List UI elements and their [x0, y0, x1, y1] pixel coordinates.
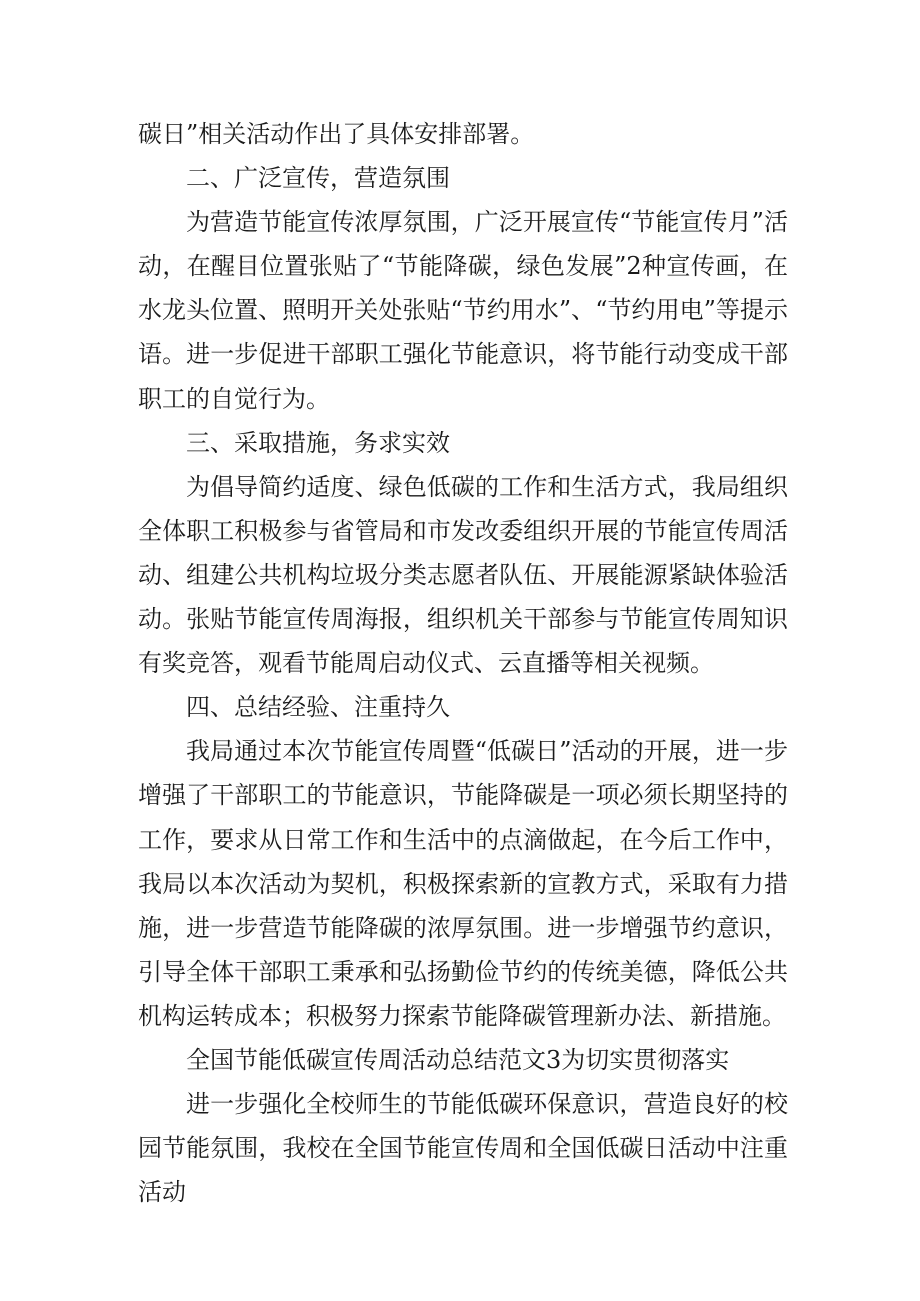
paragraph-summary: 我局通过本次节能宣传周暨“低碳日”活动的开展，进一步增强了干部职工的节能意识，节能降碳是一项必须长期坚持的工作，要求从日常工作和生活中的点滴做起，在今后工作中，我局以本次活动为契机，积极探索新的宣教方式，采取有力措施，进一步营造节能降碳的浓厚氛围。进一步增强节约意识，引导全体干部职工秉承和弘扬勤俭节约的传统美德，降低公共机构运转成本；积极努力探索节能降碳管理新办法、新措施。 [138, 737, 788, 1030]
paragraph-school: 进一步强化全校师生的节能低碳环保意识，营造良好的校园节能氛围，我校在全国节能宣传周和全国低碳日活动中注重活动 [138, 1090, 788, 1207]
paragraph-measures: 为倡导简约适度、绿色低碳的工作和生活方式，我局组织全体职工积极参与省管局和市发改委组织开展的节能宣传周活动、组建公共机构垃圾分类志愿者队伍、开展能源紧缺体验活动。张贴节能宣传周海报，组织机关干部参与节能宣传周知识有奖竞答，观看节能周启动仪式、云直播等相关视频。 [138, 472, 788, 678]
article-title-3: 全国节能低碳宣传周活动总结范文3为切实贯彻落实 [186, 1045, 730, 1074]
section-heading-4: 四、总结经验、注重持久 [186, 693, 450, 722]
paragraph-publicity: 为营造节能宣传浓厚氛围，广泛开展宣传“节能宣传月”活动，在醒目位置张贴了“节能降碳，绿色发展”2种宣传画，在水龙头位置、照明开关处张贴“节约用水”、“节约用电”等提示语。进一步促进干部职工强化节能意识，将节能行动变成干部职工的自觉行为。 [138, 208, 788, 413]
document-body [138, 112, 788, 1214]
section-heading-3: 三、采取措施，务求实效 [186, 428, 450, 457]
paragraph-continuation: 碳日”相关活动作出了具体安排部署。 [138, 120, 535, 148]
section-heading-2: 二、广泛宣传，营造氛围 [186, 164, 450, 193]
